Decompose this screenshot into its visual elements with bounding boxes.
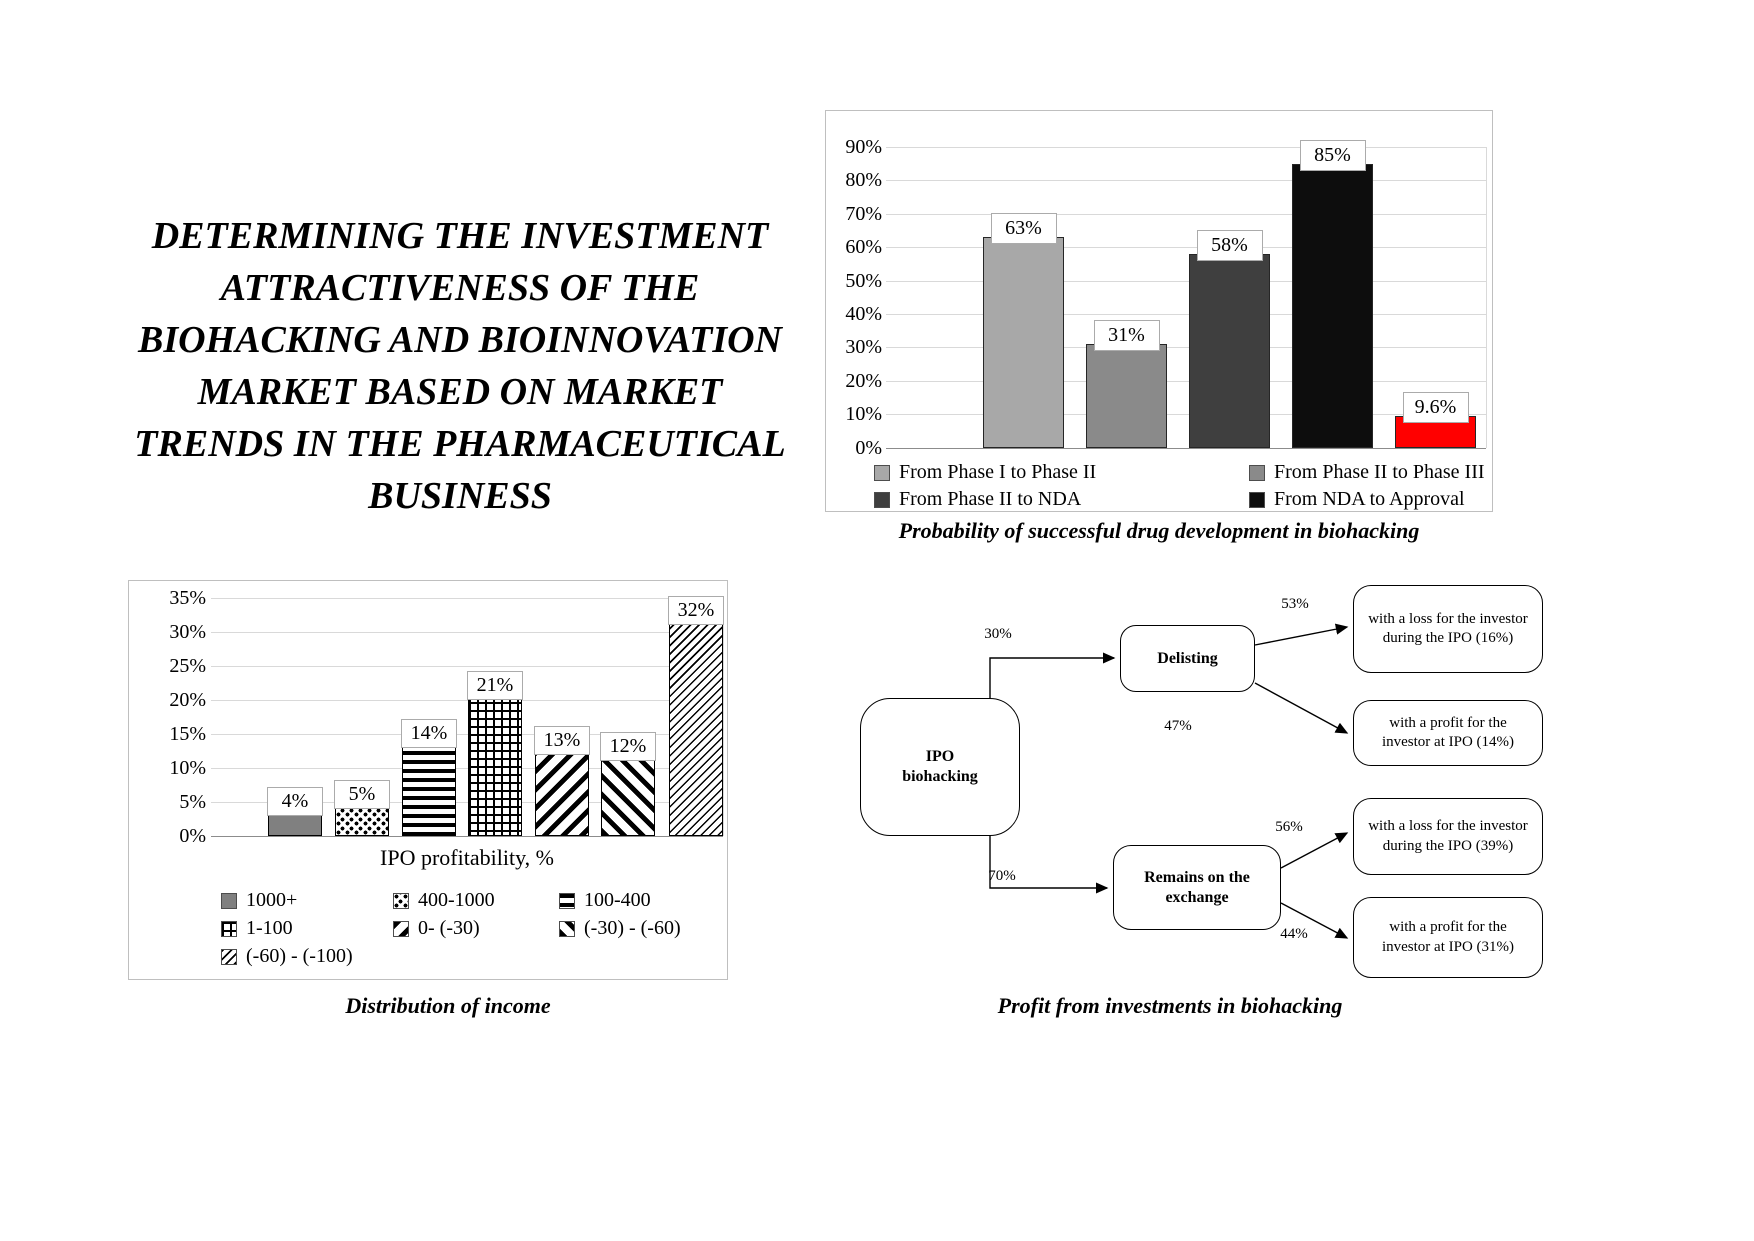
edge-label-70pct: 70% xyxy=(988,868,1016,884)
node-remains-profit-outcome xyxy=(1353,897,1543,978)
gridline xyxy=(886,414,1486,415)
legend-item xyxy=(221,917,293,940)
chart-bar xyxy=(983,237,1064,448)
node-delisting-label: Delisting xyxy=(1157,649,1218,667)
figure-title-line: ATTRACTIVENESS OF THE xyxy=(220,267,700,309)
y-axis-tick: 10% xyxy=(169,757,206,779)
legend-item xyxy=(874,461,1096,484)
legend-item xyxy=(1249,461,1485,484)
y-axis-tick: 35% xyxy=(169,587,206,609)
y-axis-tick: 80% xyxy=(845,169,882,191)
gridline xyxy=(886,247,1486,248)
node-remains-on-exchange-label: Remains on the exchange xyxy=(1144,868,1250,906)
edge-label-44pct: 44% xyxy=(1280,926,1308,942)
figure-title-line: BIOHACKING AND BIOINNOVATION xyxy=(137,319,782,361)
y-axis-tick: 25% xyxy=(169,655,206,677)
node-remains-loss-label: with a loss for the investor during the IPO (39%) xyxy=(1368,818,1528,854)
gridline xyxy=(886,281,1486,282)
y-axis-tick: 10% xyxy=(845,403,882,425)
income-distribution-chart-caption: Distribution of income xyxy=(345,993,551,1018)
y-axis-tick: 30% xyxy=(169,621,206,643)
legend-swatch xyxy=(221,921,237,937)
node-delisting xyxy=(1120,625,1255,692)
gridline xyxy=(211,836,723,837)
legend-swatch xyxy=(393,893,409,909)
figure-title-line: DETERMINING THE INVESTMENT xyxy=(151,215,769,257)
chart-bar xyxy=(1189,254,1270,448)
y-axis-tick: 90% xyxy=(845,136,882,158)
gridline xyxy=(211,598,723,599)
legend-label: 1000+ xyxy=(246,889,298,911)
node-remains-profit-label: with a profit for the investor at IPO (31%) xyxy=(1381,919,1515,955)
flow-arrow-delisting-loss xyxy=(1255,627,1347,645)
edge-label-53pct: 53% xyxy=(1281,596,1309,612)
legend-swatch xyxy=(393,921,409,937)
flow-diagram-caption: Profit from investments in biohacking xyxy=(997,993,1343,1018)
drug-development-chart-caption: Probability of successful drug development in biohacking xyxy=(898,518,1420,543)
bar-value-label: 85% xyxy=(1300,140,1366,171)
bar-value-label: 9.6% xyxy=(1403,392,1469,423)
node-ipo-biohacking-label: IPO biohacking xyxy=(902,748,978,785)
gridline xyxy=(211,700,723,701)
legend-label: (-60) - (-100) xyxy=(246,945,353,967)
chart-bar xyxy=(535,748,589,836)
node-delisting-loss-label: with a loss for the investor during the IPO (16%) xyxy=(1368,610,1528,646)
legend-item xyxy=(559,917,681,940)
figure-title-line: TRENDS IN THE PHARMACEUTICAL xyxy=(134,423,786,465)
bar-value-label: 4% xyxy=(267,787,323,816)
legend-swatch xyxy=(1249,492,1265,508)
bar-value-label: 13% xyxy=(534,726,590,755)
legend-label: From Phase II to NDA xyxy=(899,488,1082,510)
node-delisting-loss-outcome xyxy=(1353,585,1543,673)
legend-label: 100-400 xyxy=(584,889,651,911)
legend-label: 0- (-30) xyxy=(418,917,480,939)
legend-label: (-30) - (-60) xyxy=(584,917,681,939)
legend-item xyxy=(393,917,480,940)
node-remains-loss-outcome xyxy=(1353,798,1543,875)
bar-value-label: 31% xyxy=(1094,320,1160,351)
legend-item xyxy=(874,488,1081,511)
bar-value-label: 5% xyxy=(334,780,390,809)
legend-item xyxy=(559,889,651,912)
bar-value-label: 32% xyxy=(668,596,724,625)
x-axis-title: IPO profitability, % xyxy=(380,845,554,870)
gridline xyxy=(886,147,1486,148)
node-delisting-profit-label: with a profit for the investor at IPO (14%) xyxy=(1381,714,1515,750)
y-axis-tick: 20% xyxy=(845,370,882,392)
chart-bar xyxy=(601,754,655,836)
gridline xyxy=(886,314,1486,315)
figure-title-line: BUSINESS xyxy=(368,475,552,517)
legend-label: From Phase II to Phase III xyxy=(1274,461,1485,483)
legend-label: 1-100 xyxy=(246,917,293,939)
figure-title xyxy=(120,210,800,522)
gridline xyxy=(886,448,1486,449)
chart-bar xyxy=(1292,164,1373,448)
node-ipo-biohacking xyxy=(860,698,1020,836)
legend-item xyxy=(221,889,297,912)
gridline xyxy=(211,666,723,667)
gridline xyxy=(211,632,723,633)
legend-swatch xyxy=(221,949,237,965)
flow-arrow-delisting-profit xyxy=(1255,683,1347,733)
gridline xyxy=(886,180,1486,181)
y-axis-tick: 40% xyxy=(845,303,882,325)
legend-swatch xyxy=(221,893,237,909)
legend-item xyxy=(221,945,353,968)
bar-value-label: 21% xyxy=(467,671,523,700)
flow-arrow-remains-loss xyxy=(1281,833,1347,868)
legend-label: From NDA to Approval xyxy=(1274,488,1465,510)
y-axis-tick: 30% xyxy=(845,336,882,358)
chart-bar xyxy=(669,618,723,836)
legend-swatch xyxy=(559,921,575,937)
chart-bar xyxy=(1086,344,1167,448)
legend-item xyxy=(1249,488,1465,511)
edge-label-47pct: 47% xyxy=(1164,718,1192,734)
gridline xyxy=(886,381,1486,382)
chart-bar xyxy=(468,693,522,836)
y-axis-tick: 5% xyxy=(179,791,206,813)
legend-swatch xyxy=(559,893,575,909)
legend-item xyxy=(393,889,495,912)
income-distribution-chart xyxy=(128,580,728,980)
chart-bar xyxy=(402,741,456,836)
gridline xyxy=(886,214,1486,215)
y-axis-tick: 20% xyxy=(169,689,206,711)
edge-label-56pct: 56% xyxy=(1275,819,1303,835)
y-axis-tick: 60% xyxy=(845,236,882,258)
node-remains-on-exchange xyxy=(1113,845,1281,930)
legend-swatch xyxy=(1249,465,1265,481)
y-axis-tick: 50% xyxy=(845,270,882,292)
node-delisting-profit-outcome xyxy=(1353,700,1543,766)
legend-swatch xyxy=(874,492,890,508)
plot-area-edge xyxy=(723,598,724,836)
y-axis-tick: 15% xyxy=(169,723,206,745)
flow-arrow-root-delisting xyxy=(990,658,1114,698)
bar-value-label: 63% xyxy=(991,213,1057,244)
legend-label: From Phase I to Phase II xyxy=(899,461,1097,483)
bar-value-label: 58% xyxy=(1197,230,1263,261)
y-axis-tick: 0% xyxy=(855,437,882,459)
bar-value-label: 14% xyxy=(401,719,457,748)
drug-development-chart xyxy=(825,110,1493,512)
legend-swatch xyxy=(874,465,890,481)
plot-area-edge xyxy=(1486,147,1487,448)
gridline xyxy=(886,347,1486,348)
edge-label-30pct: 30% xyxy=(984,626,1012,642)
y-axis-tick: 0% xyxy=(179,825,206,847)
y-axis-tick: 70% xyxy=(845,203,882,225)
figure-title-line: MARKET BASED ON MARKET xyxy=(197,371,723,413)
legend-label: 400-1000 xyxy=(418,889,495,911)
bar-value-label: 12% xyxy=(600,732,656,761)
